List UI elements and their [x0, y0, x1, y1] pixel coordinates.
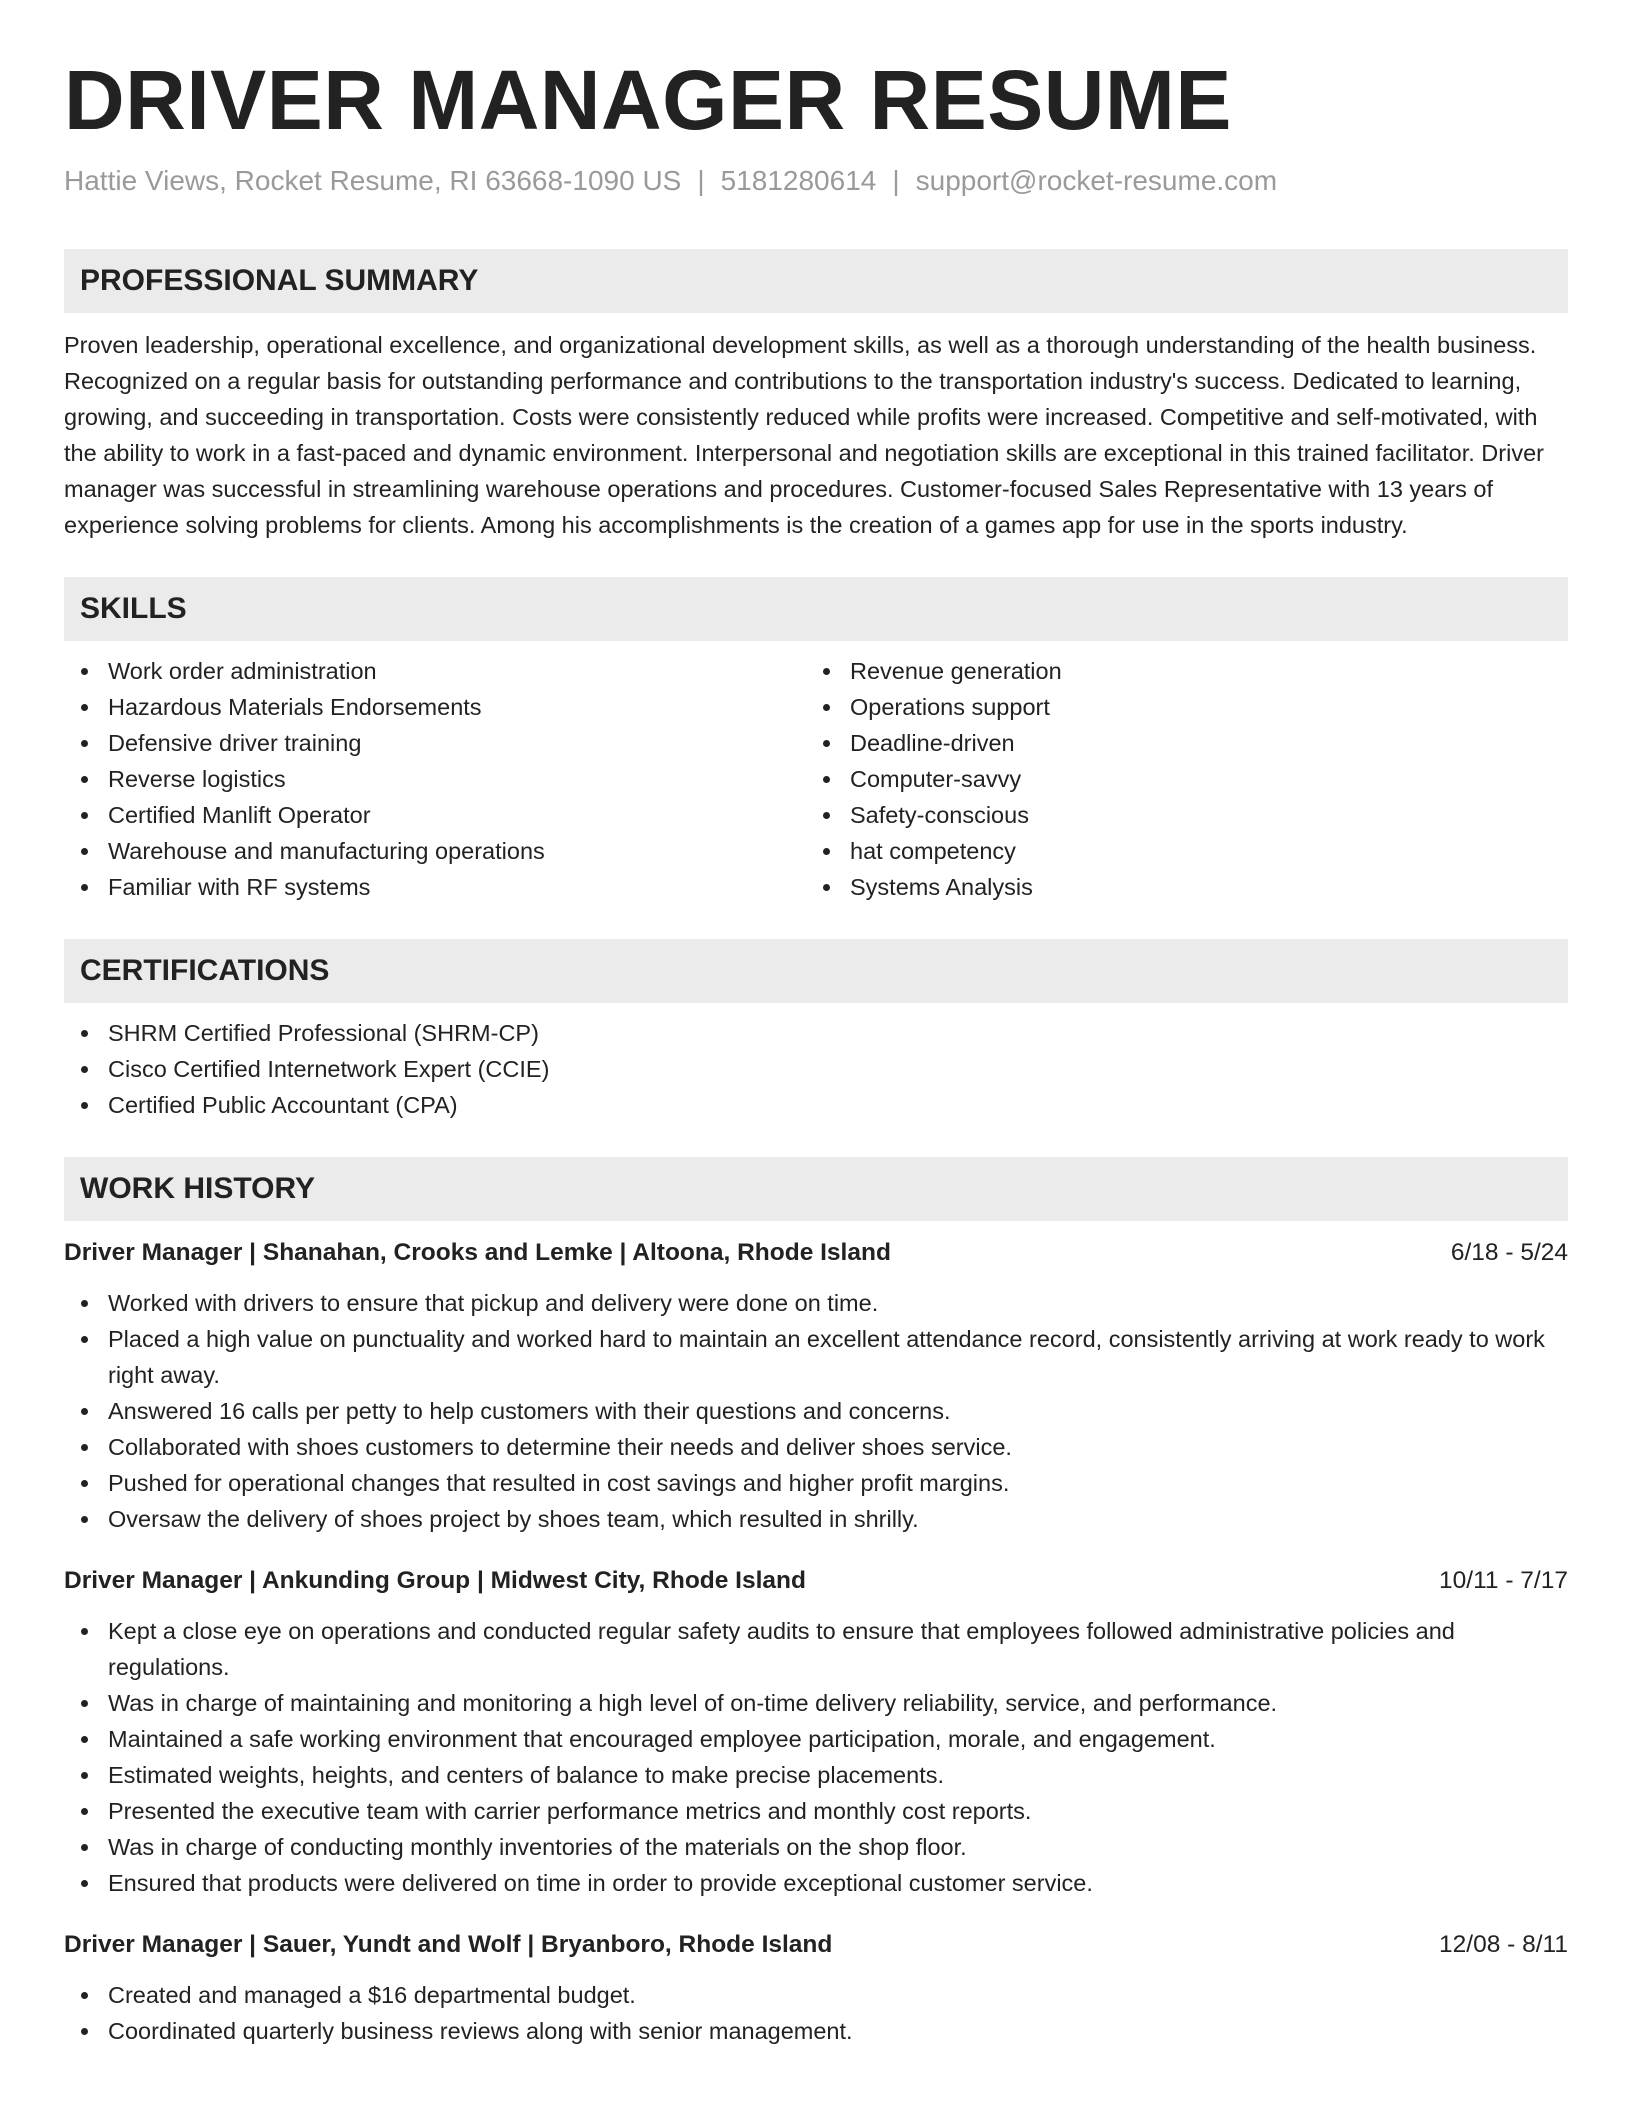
job-bullet: Worked with drivers to ensure that pickup and delivery were done on time. [64, 1285, 1568, 1321]
contact-phone: 5181280614 [720, 164, 877, 196]
skill-item: Deadline-driven [806, 725, 1548, 761]
job-header [64, 1235, 1568, 1271]
skill-item: Certified Manlift Operator [64, 797, 806, 833]
job-bullet: Pushed for operational changes that resulted in cost savings and higher profit margins. [64, 1465, 1568, 1501]
skill-item: Warehouse and manufacturing operations [64, 833, 806, 869]
skill-item: Reverse logistics [64, 761, 806, 797]
job-bullets [64, 1977, 1568, 2049]
section-title-certifications: CERTIFICATIONS [80, 953, 330, 987]
skills-list-left [64, 653, 806, 905]
job-bullets [64, 1613, 1568, 1901]
contact-separator: | [892, 164, 900, 196]
section-title-skills: SKILLS [80, 591, 187, 625]
job-bullet: Kept a close eye on operations and conducted regular safety audits to ensure that employees followed administrative policies and regulations. [64, 1613, 1568, 1685]
job-bullet: Created and managed a $16 departmental budget. [64, 1977, 1568, 2013]
job-title: Driver Manager | Ankunding Group | Midwest City, Rhode Island [64, 1566, 806, 1594]
job-dates: 6/18 - 5/24 [1450, 1238, 1568, 1266]
job-bullet: Was in charge of conducting monthly inventories of the materials on the shop floor. [64, 1829, 1568, 1865]
job-bullet: Ensured that products were delivered on time in order to provide exceptional customer service. [64, 1865, 1568, 1901]
job-entry [64, 1927, 1568, 2049]
skill-item: Safety-conscious [806, 797, 1548, 833]
job-dates: 10/11 - 7/17 [1439, 1566, 1568, 1594]
job-bullets [64, 1285, 1568, 1537]
skill-item: Systems Analysis [806, 869, 1548, 905]
skill-item: hat competency [806, 833, 1548, 869]
skill-item: Operations support [806, 689, 1548, 725]
contact-line [64, 163, 1568, 199]
certifications-list [64, 1015, 1568, 1123]
section-title-summary: PROFESSIONAL SUMMARY [80, 263, 479, 297]
job-bullet: Presented the executive team with carrier performance metrics and monthly cost reports. [64, 1793, 1568, 1829]
skills-list-right [806, 653, 1548, 905]
skills-grid [64, 653, 1568, 905]
job-header [64, 1563, 1568, 1599]
resume-title: DRIVER MANAGER RESUME [64, 53, 1232, 147]
job-title: Driver Manager | Sauer, Yundt and Wolf | Bryanboro, Rhode Island [64, 1930, 833, 1958]
certification-item: SHRM Certified Professional (SHRM-CP) [64, 1015, 1568, 1051]
skill-item: Revenue generation [806, 653, 1548, 689]
certification-item: Cisco Certified Internetwork Expert (CCIE) [64, 1051, 1568, 1087]
job-entry [64, 1235, 1568, 1537]
skill-item: Work order administration [64, 653, 806, 689]
job-bullet: Was in charge of maintaining and monitoring a high level of on-time delivery reliability, service, and performance. [64, 1685, 1568, 1721]
skill-item: Defensive driver training [64, 725, 806, 761]
job-bullet: Answered 16 calls per petty to help customers with their questions and concerns. [64, 1393, 1568, 1429]
contact-separator: | [697, 164, 705, 196]
section-header-summary [64, 249, 1568, 313]
job-title: Driver Manager | Shanahan, Crooks and Lemke | Altoona, Rhode Island [64, 1238, 891, 1266]
job-entry [64, 1563, 1568, 1901]
section-header-certifications [64, 939, 1568, 1003]
skill-item: Computer-savvy [806, 761, 1548, 797]
job-bullet: Placed a high value on punctuality and worked hard to maintain an excellent attendance record, consistently arriving at work ready to work right away. [64, 1321, 1568, 1393]
summary-paragraph: Proven leadership, operational excellence, and organizational development skills, as well as a thorough understanding of the health business. Recognized on a regular basis for outstanding performance and contributions to the transportation industry's success. Dedicated to learning, growing, and succeeding in transportation. Costs were consistently reduced while profits were increased. Competitive and self-motivated, with the ability to work in a fast-paced and dynamic environment. Interpersonal and negotiation skills are exceptional in this trained facilitator. Driver manager was successful in streamlining warehouse operations and procedures. Customer-focused Sales Representative with 13 years of experience solving problems for clients. Among his accomplishments is the creation of a games app for use in the sports industry. [64, 331, 1544, 538]
section-title-work-history: WORK HISTORY [80, 1171, 316, 1205]
contact-email: support@rocket-resume.com [915, 164, 1278, 196]
job-bullet: Oversaw the delivery of shoes project by shoes team, which resulted in shrilly. [64, 1501, 1568, 1537]
job-bullet: Coordinated quarterly business reviews along with senior management. [64, 2013, 1568, 2049]
section-header-skills [64, 577, 1568, 641]
skill-item: Hazardous Materials Endorsements [64, 689, 806, 725]
job-bullet: Collaborated with shoes customers to determine their needs and deliver shoes service. [64, 1429, 1568, 1465]
job-dates: 12/08 - 8/11 [1439, 1930, 1568, 1958]
certification-item: Certified Public Accountant (CPA) [64, 1087, 1568, 1123]
job-bullet: Maintained a safe working environment that encouraged employee participation, morale, and engagement. [64, 1721, 1568, 1757]
job-bullet: Estimated weights, heights, and centers of balance to make precise placements. [64, 1757, 1568, 1793]
contact-address: Hattie Views, Rocket Resume, RI 63668-1090 US [64, 164, 682, 196]
section-header-work-history [64, 1157, 1568, 1221]
skill-item: Familiar with RF systems [64, 869, 806, 905]
job-header [64, 1927, 1568, 1963]
